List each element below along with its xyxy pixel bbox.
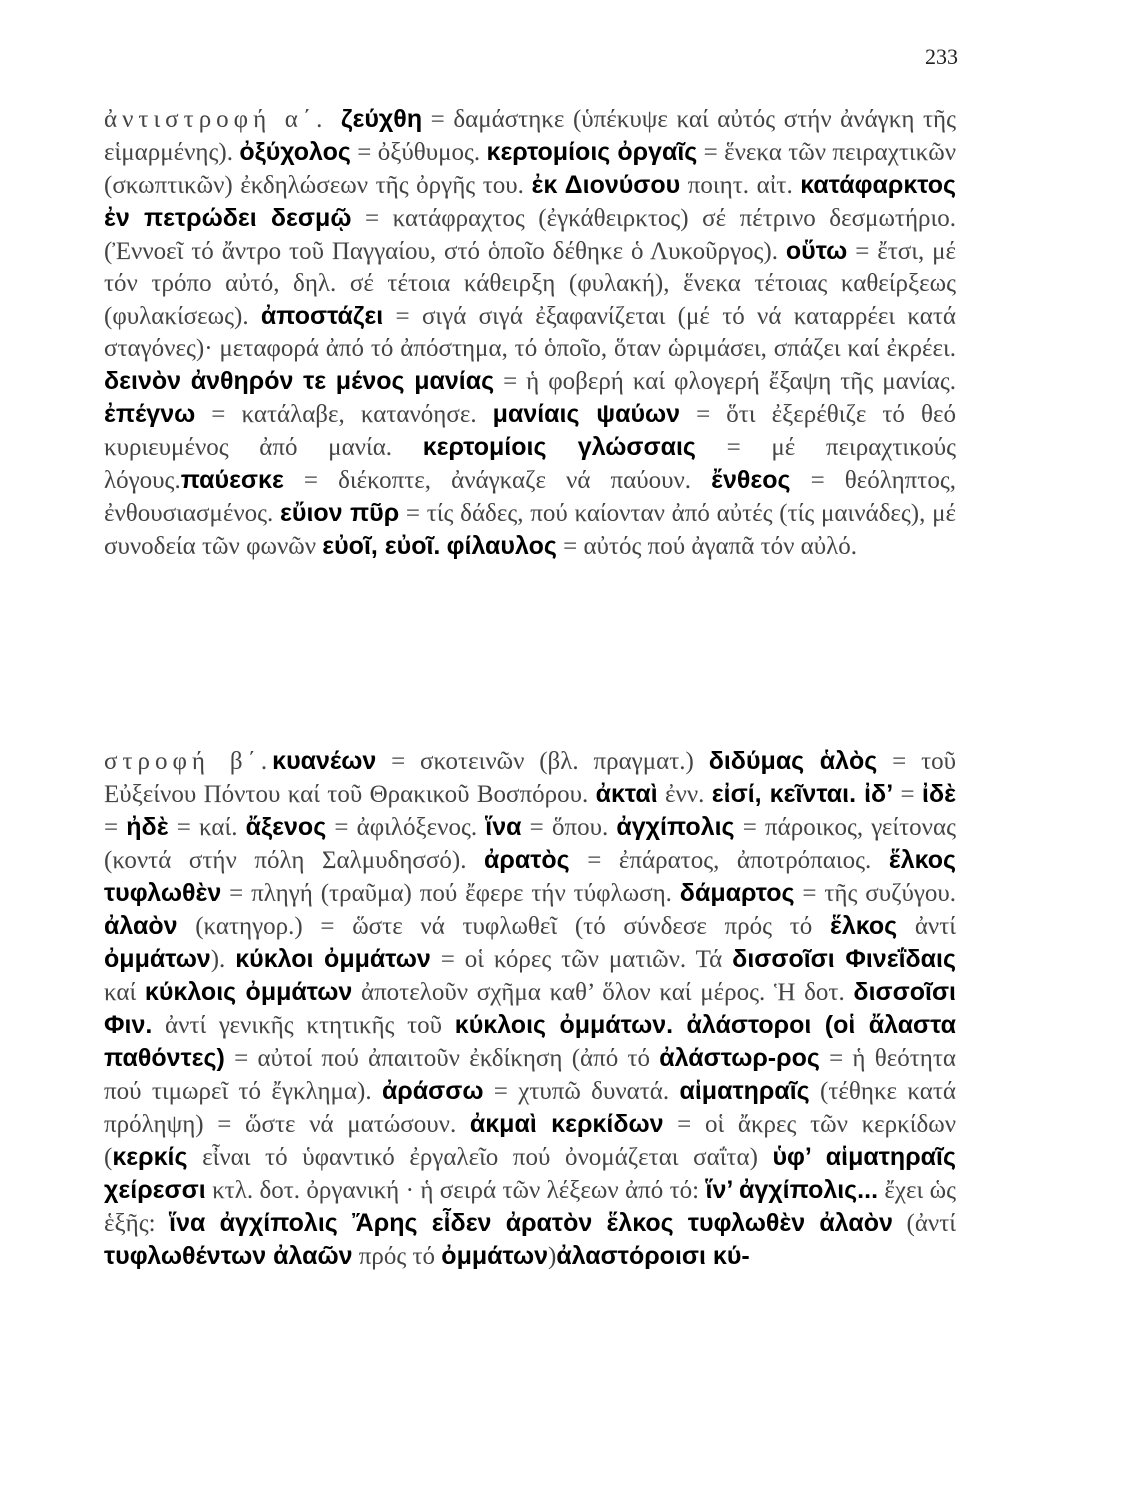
gloss-text: = αὐτοί πού ἀπαιτοῦν ἐκδίκηση (ἀπό τό xyxy=(224,1045,660,1072)
gloss-text: πρός τό xyxy=(352,1243,442,1270)
gloss-text: = αὐτός πού ἀγαπᾶ τόν αὐλό. xyxy=(556,533,858,560)
gloss-text: ἐνν. xyxy=(657,781,712,808)
lemma-term: ἰδὲ xyxy=(922,780,956,808)
gloss-text: ). xyxy=(210,946,236,973)
lemma-term: κύκλοις ὀμμάτων xyxy=(144,978,353,1006)
gloss-text: = ὅπου. xyxy=(521,814,617,841)
lemma-term: εὐοῖ, εὐοῖ. xyxy=(322,532,441,560)
gloss-text: = κατάφραχτος (ἐγκάθειρκτος) σέ πέτρινο δεσμωτήριο. (Ἐννοεῖ τό ἄντρο τοῦ Παγγαίου, στό ὁποῖο δέθηκε ὁ Λυκοῦργος). xyxy=(104,205,956,265)
lemma-term: κύκλοι ὀμμάτων xyxy=(235,945,431,973)
gloss-text: κτλ. δοτ. ὀργανική · ἡ σειρά τῶν λέξεων ἀπό τό: xyxy=(205,1177,706,1204)
gloss-text: = πληγή (τραῦμα) πού ἔφερε τήν τύφλωση. xyxy=(221,880,680,907)
lemma-term: οὕτω xyxy=(785,237,848,265)
gloss-text: = οἱ ἄκρες τῶν κερκίδων ( xyxy=(104,1111,957,1171)
lemma-term: ἐκ Διονύσου xyxy=(531,171,681,199)
gloss-text: = ἡ θεότητα πού τιμωρεῖ τό ἔγκλημα). xyxy=(104,1045,956,1105)
lemma-term: ἀλαὸν xyxy=(104,912,178,940)
gloss-text: = κατάλαβε, κατανόησε. xyxy=(195,401,493,428)
lemma-term: εἰσί, κεῖνται. ἰδ’ xyxy=(711,780,894,808)
gloss-text: = οἱ κόρες τῶν ματιῶν. Τά xyxy=(430,946,733,973)
lemma-term: ὑφ’ αἱματηραῖς χείρεσσι xyxy=(104,1143,956,1204)
gloss-text: = ἀφιλόξενος. xyxy=(326,814,486,841)
lemma-term: κύκλοις ὀμμάτων. ἀλάστοροι (οἱ ἄλαστα παθόντες) xyxy=(104,1011,956,1072)
lemma-term: ἀράσσω xyxy=(381,1077,484,1105)
gloss-text: = ἐπάρατος, ἀποτρόπαιος. xyxy=(569,847,889,874)
section-label: στροφή β΄. xyxy=(104,748,273,775)
lemma-term: ἀγχίπολις xyxy=(616,813,735,841)
lemma-term: φίλαυλος xyxy=(446,532,557,560)
gloss-text: = δαμάστηκε (ὑπέκυψε καί αὐτός στήν ἀνάγκη τῆς εἱμαρμένης). xyxy=(104,106,956,166)
lemma-term: ἵνα ἀγχίπολις Ἄρης εἶδεν ἀρατὸν ἕλκος τυφλωθὲν ἀλαὸν xyxy=(169,1209,893,1237)
lemma-term: μανίαις ψαύων xyxy=(492,400,681,428)
lemma-term: ἵν’ ἀγχίπολις... xyxy=(705,1176,879,1204)
section-label: ἀντιστροφή α΄. xyxy=(104,106,341,133)
gloss-text: ἔχει ὡς ἑξῆς: xyxy=(104,1177,956,1237)
lemma-term: ἕλκος τυφλωθὲν xyxy=(104,846,956,907)
lemma-term: κερτομίοις ὀργαῖς xyxy=(486,138,698,166)
lemma-term: αἱματηραῖς xyxy=(679,1077,810,1105)
gloss-text: καί xyxy=(104,979,145,1006)
gloss-text: (κατηγορ.) = ὥστε νά τυφλωθεῖ (τό σύνδεσε πρός τό xyxy=(177,913,830,940)
gloss-text: ποιητ. αἰτ. xyxy=(680,172,801,199)
lemma-term: ἐπέγνω xyxy=(104,400,196,428)
lemma-term: δισσοῖσι Φινεΐδαις xyxy=(732,945,956,973)
gloss-text: = ὅτι ἐξερέθιζε τό θεό κυριευμένος ἀπό μανία. xyxy=(104,401,956,461)
gloss-text: ἀποτελοῦν σχῆμα καθ’ ὅλον καί μέρος. Ἡ δοτ. xyxy=(352,979,854,1006)
lemma-term: ἀλαστόροισι κύ- xyxy=(556,1242,750,1270)
gloss-text: = ἡ φοβερή καί φλογερή ἔξαψη τῆς μανίας. xyxy=(494,368,957,395)
gloss-text: = σιγά σιγά ἐξαφανίζεται (μέ τό νά καταρρέει κατά σταγόνες)· μεταφορά ἀπό τό ἀπόστημα, τό ὁποῖο, ὅταν ὡριμάσει, σπάζει καί ἐκρέει. xyxy=(104,303,956,362)
lemma-term: εὔιον πῦρ xyxy=(280,499,400,527)
lemma-term: δάμαρτος xyxy=(679,879,795,907)
gloss-text: = ἕνεκα τῶν πειραχτικῶν (σκωπτικῶν) ἐκδηλώσεων τῆς ὀργῆς του. xyxy=(104,139,957,199)
commentary-paragraph-antistrophe xyxy=(104,103,956,563)
lemma-term: ἵνα xyxy=(485,813,522,841)
lemma-term: κερτομίοις γλώσσαις xyxy=(422,433,696,461)
commentary-paragraph-strophe xyxy=(104,745,956,1273)
gloss-text: = χτυπῶ δυνατά. xyxy=(483,1078,680,1105)
gloss-text: ἀντί xyxy=(897,913,956,940)
gloss-text: = ὀξύθυμος. xyxy=(350,139,487,166)
gloss-text: = θεόληπτος, ἐνθουσιασμένος. xyxy=(104,467,957,527)
lemma-term: τυφλωθέντων ἀλαῶν xyxy=(104,1242,353,1270)
lemma-term: ἀκμαὶ κερκίδων xyxy=(469,1110,664,1138)
gloss-text: = τίς δάδες, πού καίονταν ἀπό αὐτές (τίς μαινάδες), μέ συνοδεία τῶν φωνῶν xyxy=(104,500,957,560)
lemma-term: ὀμμάτων xyxy=(104,945,211,973)
gloss-text: ἀντί γενικῆς κτητικῆς τοῦ xyxy=(152,1012,455,1039)
lemma-term: δεινὸν ἀνθηρόν τε μένος μανίας xyxy=(104,367,495,395)
gloss-text: = τῆς συζύγου. xyxy=(794,880,956,907)
gloss-text: = μέ πειραχτικούς λόγους. xyxy=(104,434,956,494)
gloss-text: = σκοτεινῶν (βλ. πραγματ.) xyxy=(376,748,709,775)
lemma-term: ὀμμάτων xyxy=(441,1242,549,1270)
gloss-text: = καί. xyxy=(168,814,246,841)
gloss-text: εἶναι τό ὑφαντικό ἐργαλεῖο πού ὀνομάζεται σαΐτα) xyxy=(187,1144,773,1171)
gloss-text: (ἀντί xyxy=(892,1210,957,1237)
lemma-term: ἄξενος xyxy=(245,813,327,841)
lemma-term: ἠδὲ xyxy=(126,813,169,841)
gloss-text: (τέθηκε κατά πρόληψη) = ὥστε νά ματώσουν. xyxy=(104,1078,957,1138)
lemma-term: κερκίς xyxy=(112,1143,188,1171)
lemma-term: ἀποστάζει xyxy=(260,302,384,330)
gloss-text: ) xyxy=(548,1243,557,1270)
lemma-term: ἔνθεος xyxy=(711,466,791,494)
lemma-term: ἀρατὸς xyxy=(484,846,570,874)
gloss-text: = xyxy=(893,781,923,808)
lemma-term: ἀκταὶ xyxy=(595,780,658,808)
lemma-term: ζεύχθη xyxy=(340,105,423,133)
lemma-term: ἕλκος xyxy=(829,912,898,940)
lemma-term: ὀξύχολος xyxy=(239,138,351,166)
gloss-text: = ἔτσι, μέ τόν τρόπο αὐτό, δηλ. σέ τέτοια κάθειρξη (φυλακή), ἕνεκα τέτοιας καθείρξεως (φυλακίσεως). xyxy=(104,238,957,330)
gloss-text: = xyxy=(104,814,127,841)
lemma-term: κατάφαρκτος ἐν πετρώδει δεσμῷ xyxy=(104,171,956,232)
lemma-term: κυανέων xyxy=(272,747,377,775)
lemma-term: διδύμας ἁλὸς xyxy=(708,747,878,775)
gloss-text: = πάροικος, γείτονας (κοντά στήν πόλη Σαλμυδησσό). xyxy=(104,814,956,874)
gloss-text: = τοῦ Εὐξείνου Πόντου καί τοῦ Θρακικοῦ Βοσπόρου. xyxy=(104,748,956,808)
lemma-term: δισσοῖσι Φιν. xyxy=(104,978,956,1039)
lemma-term: παύεσκε xyxy=(180,466,284,494)
gloss-text: = διέκοπτε, ἀνάγκαζε νά παύουν. xyxy=(283,467,712,494)
lemma-term: ἀλάστωρ-ρος xyxy=(659,1044,820,1072)
page-number: 233 xyxy=(925,44,958,69)
